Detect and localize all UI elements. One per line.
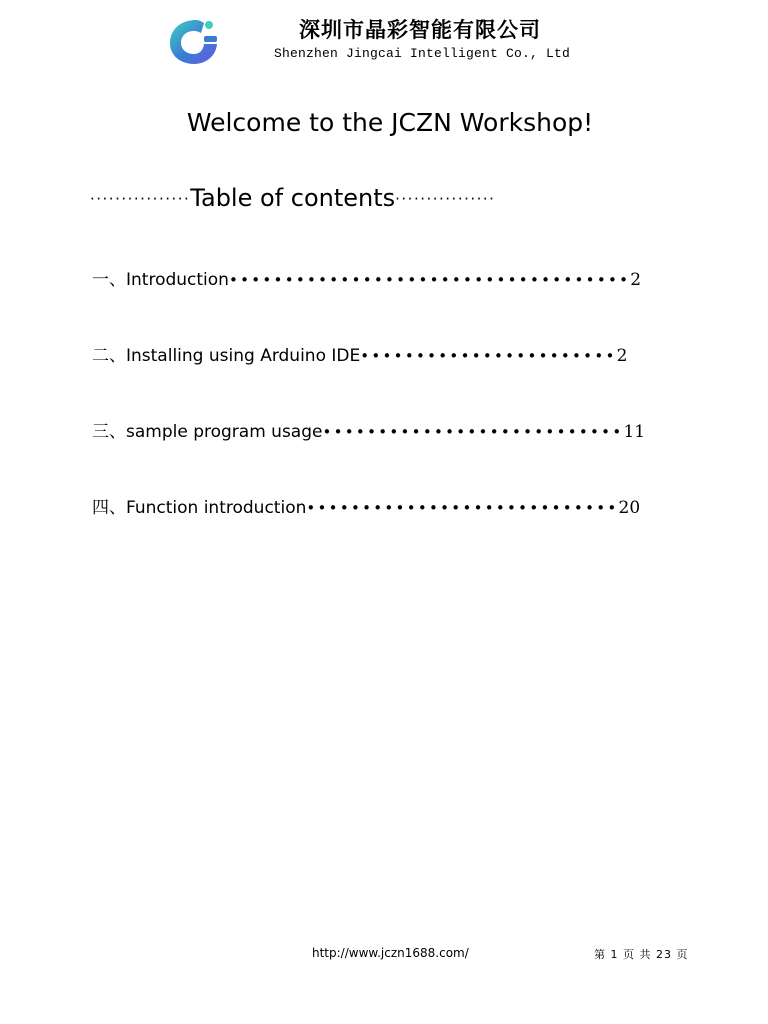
company-name-en: Shenzhen Jingcai Intelligent Co., Ltd xyxy=(273,46,571,61)
toc-entry-label: 三、sample program usage xyxy=(92,422,323,442)
toc-entry-label: 一、Introduction xyxy=(92,270,229,290)
toc-entry-page: 11 xyxy=(623,422,646,442)
toc-entry-leader: ••••••••••••••••••••••• xyxy=(360,347,617,365)
toc-entry-label: 四、Function introduction xyxy=(92,498,307,518)
toc-entry-leader: •••••••••••••••••••••••••••• xyxy=(306,499,619,517)
toc-entry-installing[interactable] xyxy=(92,341,627,366)
toc-entry-sample-program[interactable] xyxy=(92,417,645,442)
toc-entry-leader: ••••••••••••••••••••••••••• xyxy=(322,423,624,441)
toc-heading-dots-right: ················ xyxy=(395,190,496,208)
toc-entry-introduction[interactable] xyxy=(92,265,641,290)
footer-url-link[interactable]: http://www.jczn1688.com/ xyxy=(312,946,469,960)
toc-heading-dots-left: ················ xyxy=(90,190,191,208)
toc-heading xyxy=(90,184,660,212)
toc-entry-page: 2 xyxy=(616,346,628,366)
toc-entry-page: 20 xyxy=(618,498,641,518)
letterhead xyxy=(0,10,768,70)
footer-page-number: 第 1 页 共 23 页 xyxy=(594,948,689,961)
toc-heading-text: Table of contents xyxy=(190,184,396,212)
toc-entry-leader: •••••••••••••••••••••••••••••••••••• xyxy=(228,271,631,289)
page-title: Welcome to the JCZN Workshop! xyxy=(186,108,594,137)
company-name-cn: 深圳市晶彩智能有限公司 xyxy=(299,18,541,42)
jczn-logo-icon xyxy=(166,16,220,66)
toc-entry-page: 2 xyxy=(630,270,642,290)
toc-entry-label: 二、Installing using Arduino IDE xyxy=(92,346,361,366)
toc-entry-function-introduction[interactable] xyxy=(92,493,640,518)
